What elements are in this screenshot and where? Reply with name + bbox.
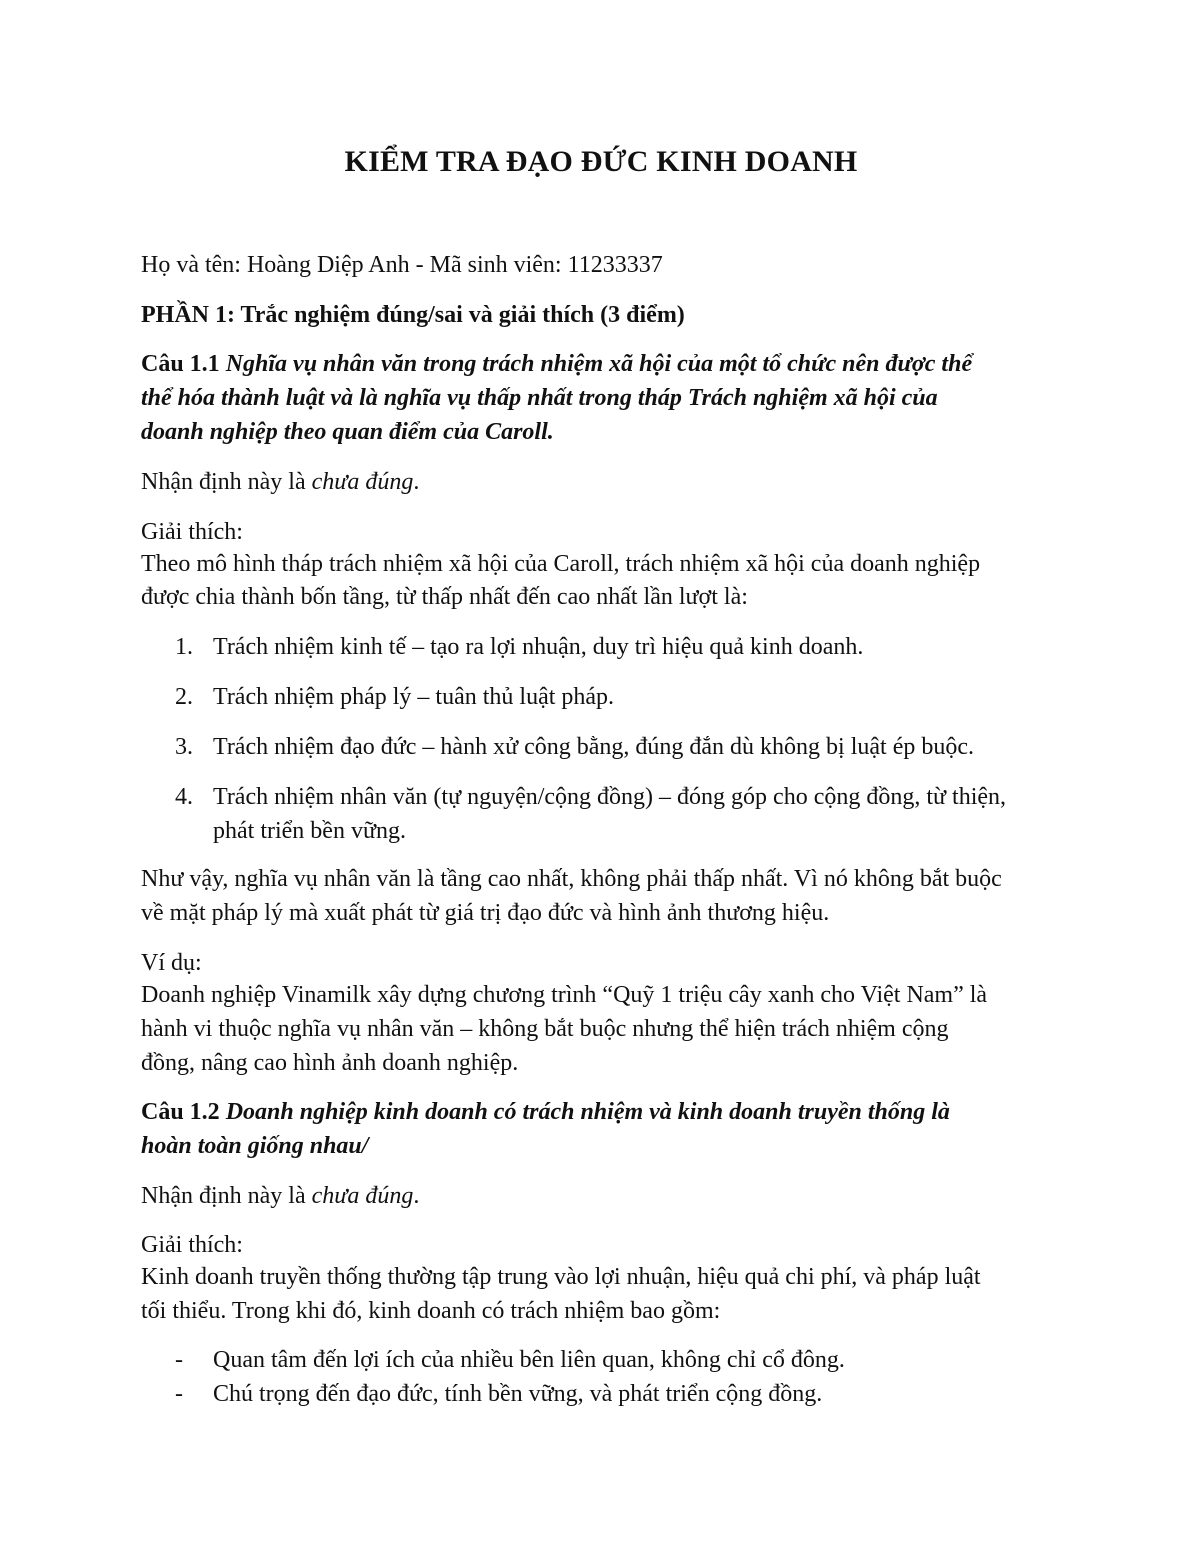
verdict-prefix: Nhận định này là xyxy=(141,469,312,495)
question-1-1-statement-part1: Nghĩa vụ nhân văn trong trách nhiệm xã hội của một tổ chức nên được thể xyxy=(225,351,973,377)
list-item-text: Trách nhiệm kinh tế – tạo ra lợi nhuận, duy trì hiệu quả kinh doanh. xyxy=(213,634,864,660)
question-1-1-example-line3: đồng, nâng cao hình ảnh doanh nghiệp. xyxy=(141,1050,519,1076)
student-info: Họ và tên: Hoàng Diệp Anh - Mã sinh viên: 11233337 xyxy=(141,252,663,278)
question-1-1-example-line2: hành vi thuộc nghĩa vụ nhân văn – không bắt buộc nhưng thể hiện trách nhiệm cộng xyxy=(141,1016,949,1042)
list-item-text: Trách nhiệm đạo đức – hành xử công bằng, đúng đắn dù không bị luật ép buộc. xyxy=(213,734,974,760)
verdict-suffix: . xyxy=(413,1183,420,1209)
bullet-item-text: Chú trọng đến đạo đức, tính bền vững, và phát triển cộng đồng. xyxy=(213,1381,823,1407)
question-1-1-example-label: Ví dụ: xyxy=(141,950,202,976)
verdict-value: chưa đúng xyxy=(311,1183,414,1209)
question-1-2-line1 xyxy=(141,1095,1061,1129)
question-1-2-statement-part1: Doanh nghiệp kinh doanh có trách nhiệm và kinh doanh truyền thống là xyxy=(225,1099,950,1125)
question-1-1-explain-line1: Theo mô hình tháp trách nhiệm xã hội của Caroll, trách nhiệm xã hội của doanh nghiệp xyxy=(141,551,981,577)
question-1-2-explain-line2: tối thiểu. Trong khi đó, kinh doanh có trách nhiệm bao gồm: xyxy=(141,1298,721,1324)
question-1-2-verdict xyxy=(141,1179,1061,1213)
bullet-dash: - xyxy=(175,1347,183,1373)
question-1-2-label: Câu 1.2 xyxy=(141,1099,220,1125)
list-item-text: Trách nhiệm nhân văn (tự nguyện/cộng đồng) – đóng góp cho cộng đồng, từ thiện, xyxy=(213,784,1007,810)
part1-heading: PHẦN 1: Trắc nghiệm đúng/sai và giải thích (3 điểm) xyxy=(141,302,685,328)
question-1-1-statement-part3: doanh nghiệp theo quan điểm của Caroll. xyxy=(141,419,554,445)
question-1-1-statement-part2: thể hóa thành luật và là nghĩa vụ thấp nhất trong tháp Trách nghiệm xã hội của xyxy=(141,385,938,411)
list-number: 4. xyxy=(175,784,193,810)
list-item-text: Trách nhiệm pháp lý – tuân thủ luật pháp. xyxy=(213,684,615,710)
question-1-1-explain-label: Giải thích: xyxy=(141,519,243,545)
question-1-2-statement-part2: hoàn toàn giống nhau/ xyxy=(141,1133,369,1159)
list-number: 1. xyxy=(175,634,193,660)
question-1-2-explain-line1: Kinh doanh truyền thống thường tập trung vào lợi nhuận, hiệu quả chi phí, và pháp luật xyxy=(141,1264,981,1290)
question-1-1-conclusion-line2: về mặt pháp lý mà xuất phát từ giá trị đạo đức và hình ảnh thương hiệu. xyxy=(141,900,830,926)
verdict-value: chưa đúng xyxy=(311,469,414,495)
document-title: KIỂM TRA ĐẠO ĐỨC KINH DOANH xyxy=(344,145,858,178)
list-item-text: phát triển bền vững. xyxy=(213,818,406,844)
question-1-1-conclusion-line1: Như vậy, nghĩa vụ nhân văn là tầng cao nhất, không phải thấp nhất. Vì nó không bắt buộc xyxy=(141,866,1002,892)
bullet-dash: - xyxy=(175,1381,183,1407)
bullet-item-text: Quan tâm đến lợi ích của nhiều bên liên quan, không chỉ cổ đông. xyxy=(213,1347,845,1373)
question-1-1-verdict xyxy=(141,465,1061,499)
question-1-1-explain-line2: được chia thành bốn tầng, từ thấp nhất đến cao nhất lần lượt là: xyxy=(141,584,748,610)
list-number: 2. xyxy=(175,684,193,710)
question-1-2-explain-label: Giải thích: xyxy=(141,1232,243,1258)
verdict-prefix: Nhận định này là xyxy=(141,1183,312,1209)
verdict-suffix: . xyxy=(413,469,420,495)
list-number: 3. xyxy=(175,734,193,760)
question-1-1-label: Câu 1.1 xyxy=(141,351,220,377)
question-1-1-line1 xyxy=(141,347,1061,381)
question-1-1-example-line1: Doanh nghiệp Vinamilk xây dựng chương trình “Quỹ 1 triệu cây xanh cho Việt Nam” là xyxy=(141,982,988,1008)
